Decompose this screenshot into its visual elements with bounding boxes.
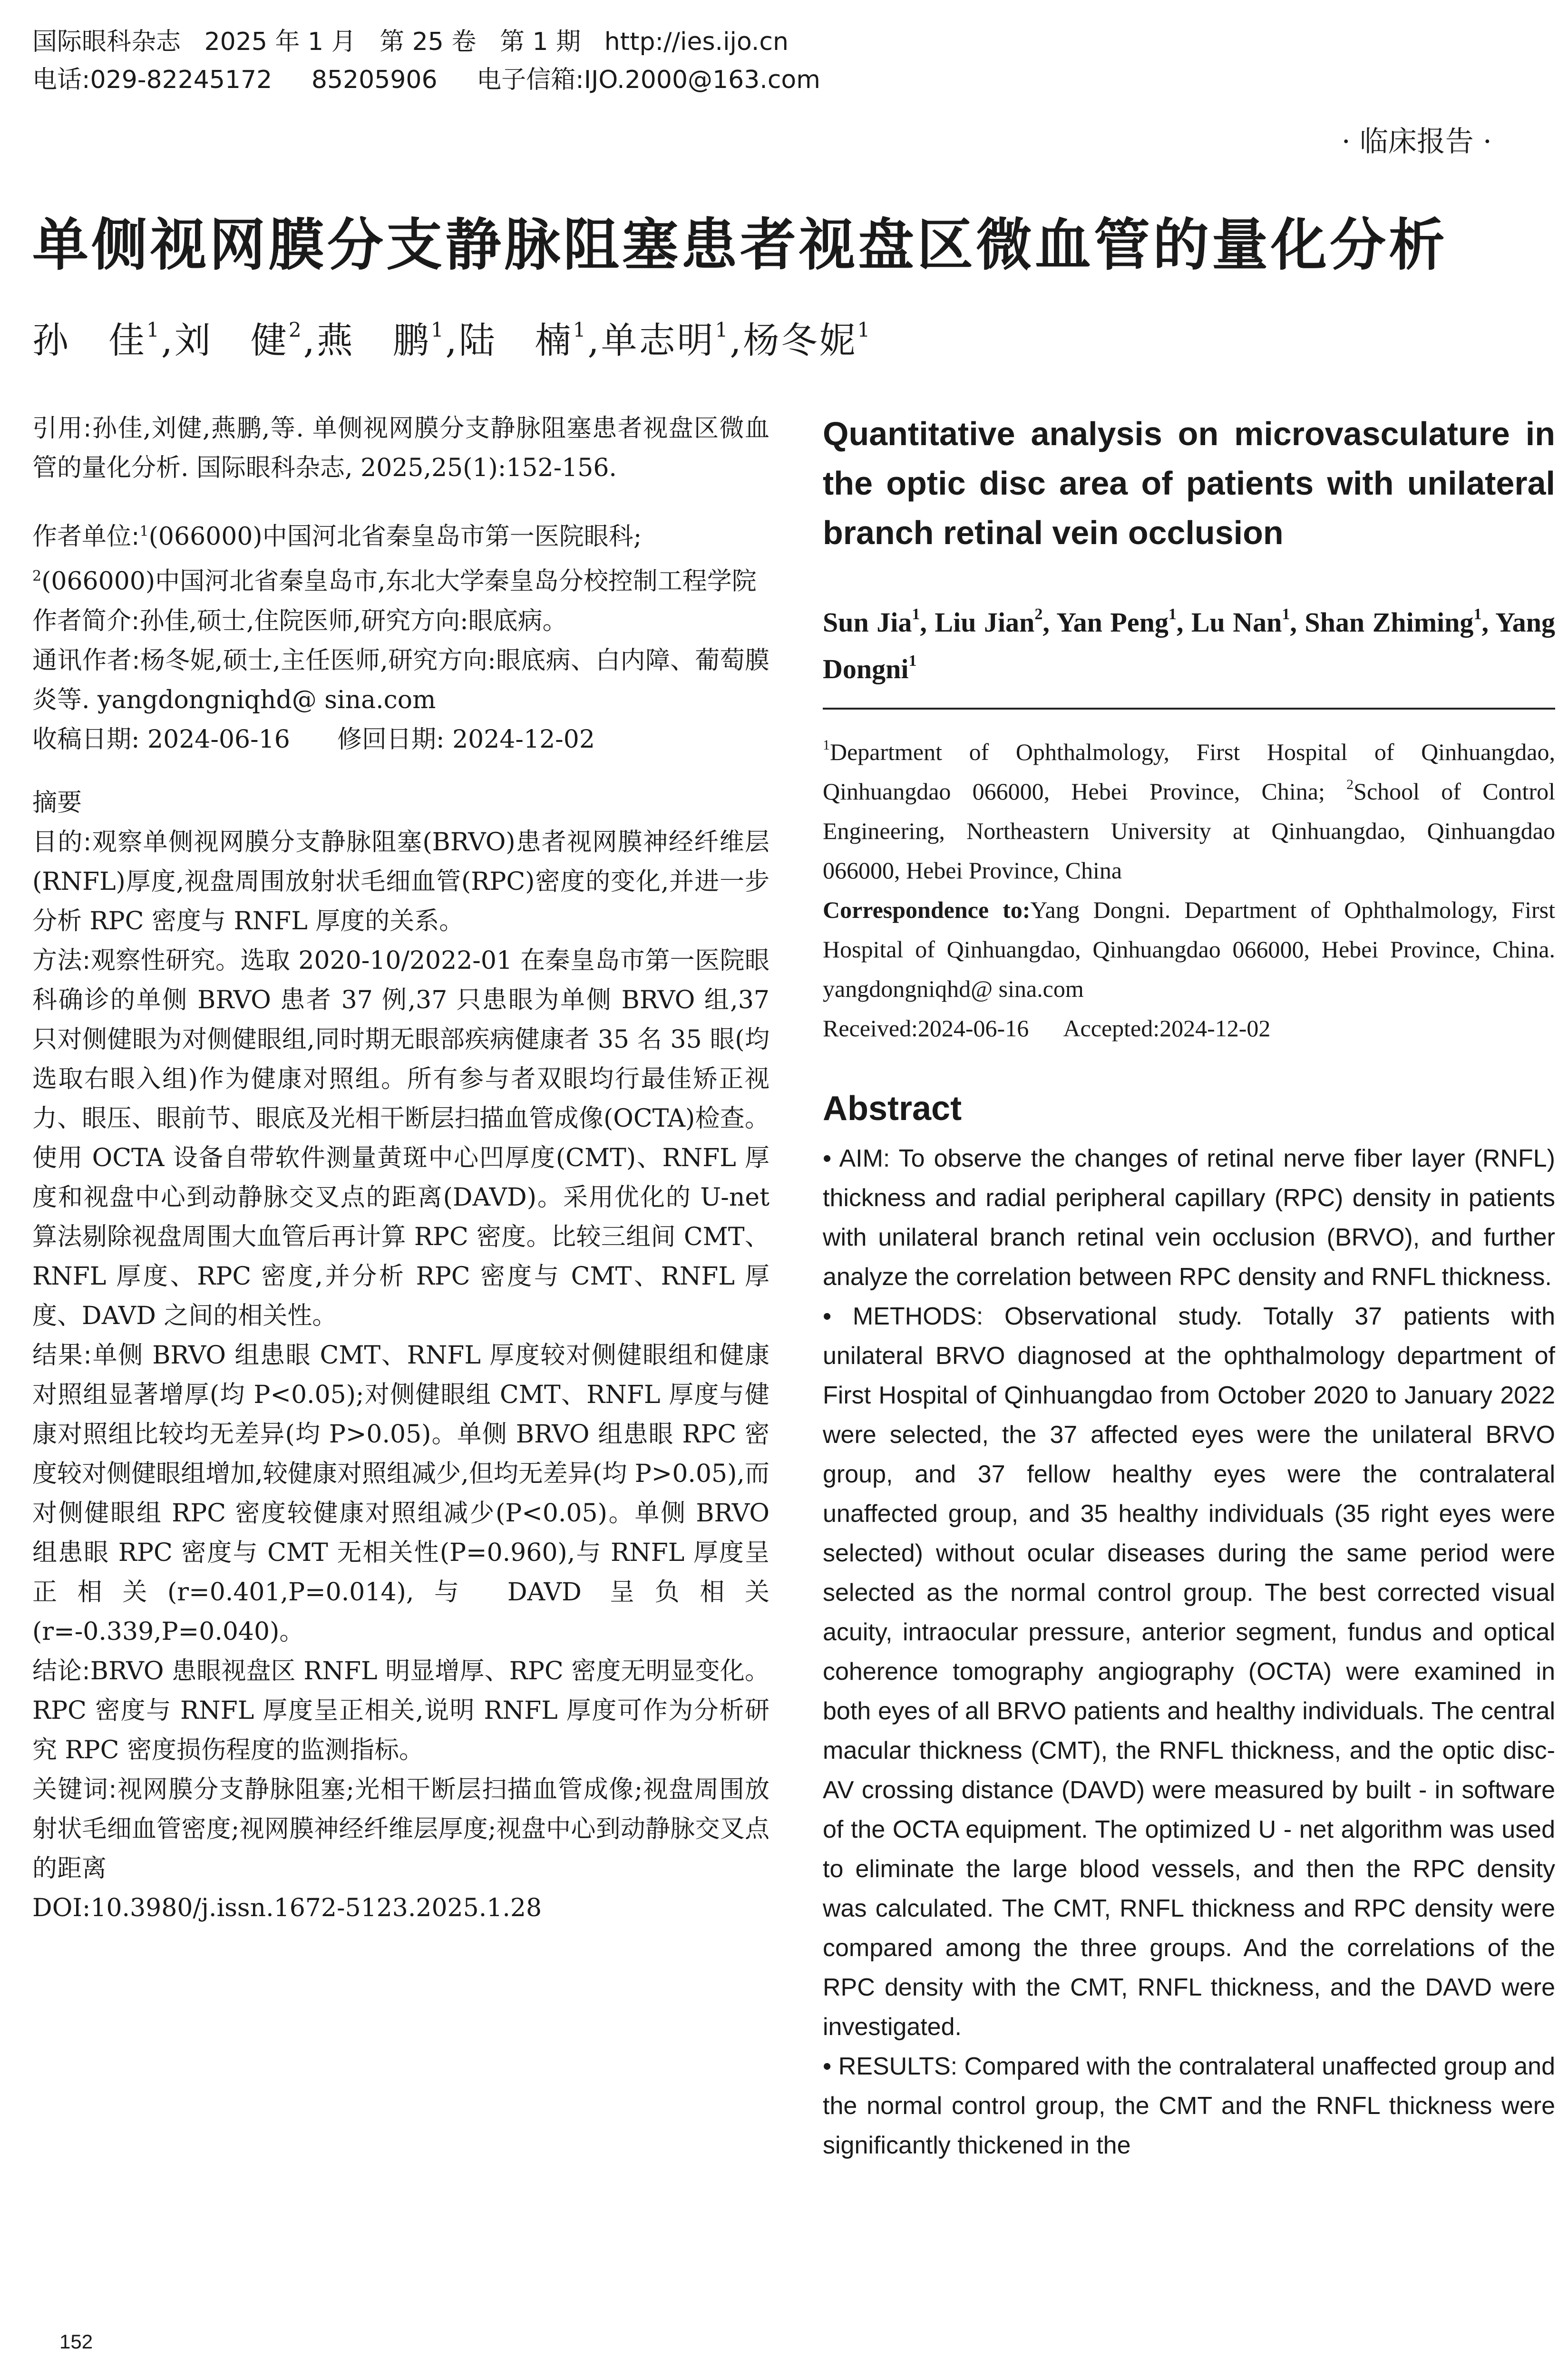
unit-text-2: (066000)中国河北省秦皇岛市,东北大学秦皇岛分校控制工程学院 bbox=[41, 567, 757, 596]
received-dates: 收稿日期: 2024-06-16 修回日期: 2024-12-02 bbox=[32, 725, 595, 754]
methods-paragraph bbox=[32, 941, 769, 1336]
en-corr-label: Correspondence to: bbox=[823, 896, 1031, 923]
english-affiliations bbox=[823, 732, 1555, 1048]
abstract-heading-cn: 摘要 bbox=[32, 788, 82, 817]
results-label: 结果: bbox=[32, 1341, 92, 1370]
en-author-name: Lu Nan bbox=[1191, 607, 1282, 638]
english-abstract bbox=[823, 1139, 1555, 2165]
en-author-sup: 1 bbox=[912, 605, 920, 623]
en-author-sup: 1 bbox=[1168, 605, 1177, 623]
citation-label: 引用: bbox=[32, 414, 92, 443]
en-author-name: Yan Peng bbox=[1056, 607, 1169, 638]
cn-author-sup: 1 bbox=[430, 318, 446, 341]
cn-author-sup: 1 bbox=[715, 318, 730, 341]
en-methods-text: Observational study. Totally 37 patients with unilateral BRVO diagnosed at the ophthalmology department of First Hospital of Qinhuangdao from October 2020 to January 2022 were selected, the 37 affected eyes were the unilateral BRVO group, and 37 fellow healthy eyes were the contralateral unaffected group, and 35 healthy individuals (35 right eyes were selected) without ocular diseases during the same period were selected as the normal control group. The best corrected visual acuity, intraocular pressure, anterior segment, fundus and optical coherence tomography angiography (OCTA) were examined in both eyes of all BRVO patients and healthy individuals. The central macular thickness (CMT), the RNFL thickness, and the optic disc-AV crossing distance (DAVD) were measured by built - in software of the OCTA equipment. The optimized U - net algorithm was used to eliminate the large blood vessels, and then the RPC density was calculated. The CMT, RNFL thickness and RPC density were compared among the three groups. And the correlations of the RPC density with the CMT, RNFL thickness, and the DAVD were investigated. bbox=[823, 1303, 1555, 2041]
en-author-name: Liu Jian bbox=[935, 607, 1035, 638]
citation-text: 孙佳,刘健,燕鹏,等. 单侧视网膜分支静脉阻塞患者视盘区微血管的量化分析. 国际眼科杂志, 2025,25(1):152-156. bbox=[32, 414, 769, 482]
results-paragraph bbox=[32, 1336, 769, 1652]
en-author-sup: 1 bbox=[908, 652, 917, 670]
cn-author-sup: 2 bbox=[288, 318, 303, 341]
corr-text: 杨冬妮,硕士,主任医师,研究方向:眼底病、白内障、葡萄膜炎等. yangdongniqhd@ sina.com bbox=[32, 646, 770, 714]
conclusion-label: 结论: bbox=[32, 1656, 90, 1685]
affil-sup-2: 2 bbox=[1346, 777, 1354, 792]
aim-paragraph bbox=[32, 823, 769, 941]
affil-sup-1: 1 bbox=[823, 737, 830, 753]
cn-author-name: 燕 鹏 bbox=[316, 319, 431, 361]
cn-author-name: 陆 楠 bbox=[458, 319, 573, 361]
en-results-label: • RESULTS: bbox=[823, 2053, 958, 2080]
section-tag: · 临床报告 · bbox=[1341, 125, 1492, 158]
conclusion-paragraph bbox=[32, 1652, 769, 1770]
abstract-heading-en: Abstract bbox=[823, 1090, 962, 1128]
en-aim-label: • AIM: bbox=[823, 1145, 890, 1172]
cn-author-name: 刘 健 bbox=[174, 319, 289, 361]
unit-label: 作者单位: bbox=[32, 522, 140, 551]
en-author-sup: 2 bbox=[1034, 605, 1043, 623]
keywords-text: 视网膜分支静脉阻塞;光相干断层扫描血管成像;视盘周围放射状毛细血管密度;视网膜神经纤维层厚度;视盘中心到动静脉交叉点的距离 bbox=[32, 1775, 769, 1883]
journal-header-line1: 国际眼科杂志 2025 年 1 月 第 25 卷 第 1 期 http://ies.ijo.cn bbox=[32, 28, 789, 56]
en-author-sup: 1 bbox=[1473, 605, 1482, 623]
en-author-name: Shan Zhiming bbox=[1305, 607, 1474, 638]
english-author-list: Sun Jia$^1$, Liu Jian$^2$, Yan Peng$^1$, Lu Nan$^1$, Shan Zhiming$^1$, Yang Dongni$^1$ bbox=[823, 605, 1556, 684]
cn-author-name: 孙 佳 bbox=[32, 319, 146, 361]
methods-text: 观察性研究。选取 2020-10/2022-01 在秦皇岛市第一医院眼科确诊的单侧 BRVO 患者 37 例,37 只患眼为单侧 BRVO 组,37 只对侧健眼为对侧健眼组,同时期无眼部疾病健康者 35 名 35 眼(均选取右眼入组)作为健康对照组。所有参与者双眼均行最佳矫正视力、眼压、眼前节、眼底及光相干断层扫描血管成像(OCTA)检查。使用 OCTA 设备自带软件测量黄斑中心凹厚度(CMT)、RNFL 厚度和视盘中心到动静脉交叉点的距离(DAVD)。采用优化的 U-net 算法剔除视盘周围大血管后再计算 RPC 密度。比较三组间 CMT、RNFL 厚度、RPC 密度,并分析 RPC 密度与 CMT、RNFL 厚度、DAVD 之间的相关性。 bbox=[32, 946, 769, 1330]
cn-author-sup: 1 bbox=[857, 318, 872, 341]
page-number: 152 bbox=[59, 2330, 93, 2353]
conclusion-text: BRVO 患眼视盘区 RNFL 明显增厚、RPC 密度无明显变化。RPC 密度与 RNFL 厚度呈正相关,说明 RNFL 厚度可作为分析研究 RPC 密度损伤程度的监测指标。 bbox=[32, 1656, 769, 1764]
english-dates: Received:2024-06-16 Accepted:2024-12-02 bbox=[823, 1015, 1271, 1042]
bio-label: 作者简介: bbox=[32, 606, 140, 635]
english-correspondence bbox=[823, 890, 1555, 1009]
citation bbox=[32, 409, 769, 488]
results-text: 单侧 BRVO 组患眼 CMT、RNFL 厚度较对侧健眼组和健康对照组显著增厚(均 P<0.05);对侧健眼组 CMT、RNFL 厚度与健康对照组比较均无差异(均 P>0.05)。单侧 BRVO 组患眼 RPC 密度较对侧健眼组增加,较健康对照组减少,但均无差异(均 P>0.05),而对侧健眼组 RPC 密度较健康对照组减少(P<0.05)。单侧 BRVO 组患眼 RPC 密度与 CMT 无相关性(P=0.960),与 RNFL 厚度呈正相关(r=0.401,P=0.014),与 DAVD 呈负相关(r=-0.339,P=0.040)。 bbox=[32, 1341, 769, 1646]
keywords-label: 关键词: bbox=[32, 1775, 117, 1804]
author-units: 作者单位:$^1$(066000)中国河北省秦皇岛市第一医院眼科; $^2$(066000)中国河北省秦皇岛市,东北大学秦皇岛分校控制工程学院 bbox=[32, 522, 757, 596]
en-aim-paragraph bbox=[823, 1139, 1555, 1297]
en-methods-label: • METHODS: bbox=[823, 1303, 984, 1330]
en-results-paragraph bbox=[823, 2047, 1555, 2165]
en-author-name: Sun Jia bbox=[823, 607, 912, 638]
cn-column bbox=[32, 409, 769, 1928]
cn-author-name: 杨冬妮 bbox=[743, 319, 857, 361]
journal-header-line2: 电话:029-82245172 85205906 电子信箱:IJO.2000@163.com bbox=[32, 66, 820, 94]
affil-text-1: Department of Ophthalmology, First Hospital of Qinhuangdao, Qinhuangdao 066000, Hebei Province, China; bbox=[823, 739, 1555, 805]
author-bio bbox=[32, 602, 769, 641]
en-author-sup: 1 bbox=[1282, 605, 1290, 623]
en-author-name: Yang Dongni bbox=[823, 607, 1556, 684]
en-aim-text: To observe the changes of retinal nerve fiber layer (RNFL) thickness and radial peripheral capillary (RPC) density in patients with unilateral branch retinal vein occlusion (BRVO), and further analyze the correlation between RPC density and RNFL thickness. bbox=[823, 1145, 1555, 1291]
affiliation-paragraph bbox=[823, 732, 1555, 890]
cn-author-sup: 1 bbox=[146, 318, 161, 341]
cn-author-name: 单志明 bbox=[601, 319, 715, 361]
en-results-text: Compared with the contralateral unaffected group and the normal control group, the CMT and the RNFL thickness were significantly thickened in the bbox=[823, 2053, 1555, 2159]
aim-label: 目的: bbox=[32, 828, 92, 857]
divider-rule bbox=[823, 708, 1555, 710]
affil-text-2: School of Control Engineering, Northeastern University at Qinhuangdao, Qinhuangdao 066000, Hebei Province, China bbox=[823, 778, 1555, 884]
methods-label: 方法: bbox=[32, 946, 91, 975]
bio-text: 孙佳,硕士,住院医师,研究方向:眼底病。 bbox=[139, 606, 567, 635]
aim-text: 观察单侧视网膜分支静脉阻塞(BRVO)患者视网膜神经纤维层(RNFL)厚度,视盘周围放射状毛细血管(RPC)密度的变化,并进一步分析 RPC 密度与 RNFL 厚度的关系。 bbox=[32, 828, 769, 935]
keywords-paragraph bbox=[32, 1770, 769, 1889]
english-title: Quantitative analysis on microvasculature in the optic disc area of patients with unilateral branch retinal vein occlusion bbox=[823, 415, 1555, 551]
unit-text-1: (066000)中国河北省秦皇岛市第一医院眼科; bbox=[148, 522, 642, 551]
corr-label: 通讯作者: bbox=[32, 646, 140, 675]
doi: DOI:10.3980/j.issn.1672-5123.2025.1.28 bbox=[32, 1893, 542, 1922]
author-list: 孙 佳$^1$,刘 健$^2$,燕 鹏$^1$,陆 楠$^1$,单志明$^1$,杨冬妮$^1$ bbox=[32, 318, 872, 361]
article-title: 单侧视网膜分支静脉阻塞患者视盘区微血管的量化分析 bbox=[32, 212, 1448, 278]
en-methods-paragraph bbox=[823, 1297, 1555, 2047]
corresponding-author bbox=[32, 641, 769, 720]
en-corr-text: Yang Dongni. Department of Ophthalmology, First Hospital of Qinhuangdao, Qinhuangdao 066000, Hebei Province, China. yangdongniqhd@ sina.com bbox=[823, 896, 1555, 1002]
cn-author-sup: 1 bbox=[573, 318, 588, 341]
